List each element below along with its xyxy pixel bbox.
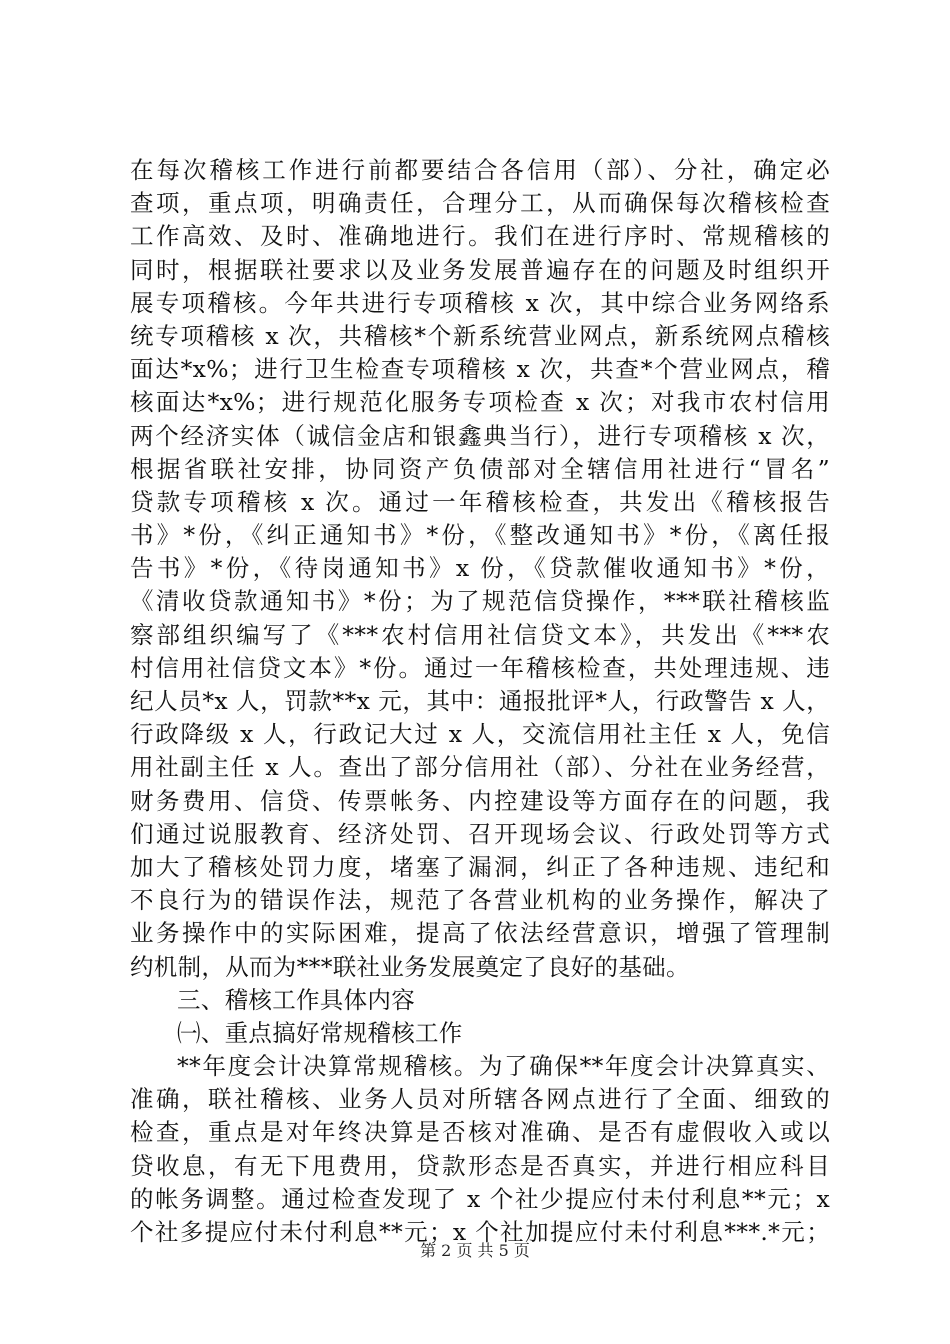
text-line: 《清收贷款通知书》*份；为了规范信贷操作，***联社稽核监 xyxy=(130,587,830,616)
text-line: 根据省联社安排，协同资产负债部对全辖信用社进行“冒名” xyxy=(130,454,830,483)
text-line: 们通过说服教育、经济处罚、召开现场会议、行政处罚等方式 xyxy=(130,819,830,848)
text-line: 展专项稽核。今年共进行专项稽核 x 次，其中综合业务网络系 xyxy=(130,288,830,317)
text-line: 约机制，从而为***联社业务发展奠定了良好的基础。 xyxy=(130,952,690,981)
text-line: 纪人员*x 人，罚款**x 元，其中：通报批评*人，行政警告 x 人， xyxy=(130,687,830,715)
text-line: 检查，重点是对年终决算是否核对准确、是否有虚假收入或以 xyxy=(130,1118,830,1147)
text-line: 村信用社信贷文本》*份。通过一年稽核检查，共处理违规、违 xyxy=(130,653,830,682)
text-line: 贷款专项稽核 x 次。通过一年稽核检查，共发出《稽核报告 xyxy=(130,487,830,516)
text-line: 在每次稽核工作进行前都要结合各信用（部）、分社，确定必 xyxy=(130,156,830,184)
text-line: 书》*份，《纠正通知书》*份，《整改通知书》*份，《离任报 xyxy=(130,521,830,550)
subsection-heading: ㈠、重点搞好常规稽核工作 xyxy=(177,1018,463,1047)
text-line: 准确，联社稽核、业务人员对所辖各网点进行了全面、细致的 xyxy=(130,1085,830,1114)
text-line: 不良行为的错误作法，规范了各营业机构的业务操作，解决了 xyxy=(130,886,830,915)
text-line: **年度会计决算常规稽核。为了确保**年度会计决算真实、 xyxy=(177,1052,830,1081)
text-line: 贷收息，有无下甩费用，贷款形态是否真实，并进行相应科目 xyxy=(130,1151,830,1180)
text-line: 个社多提应付未付利息**元；x 个社加提应付未付利息***.*元； xyxy=(130,1218,830,1246)
page-number-footer: 第 2 页 共 5 页 xyxy=(420,1241,530,1260)
text-line: 告书》*份，《待岗通知书》x 份，《贷款催收通知书》*份， xyxy=(130,554,830,583)
text-line: 工作高效、及时、准确地进行。我们在进行序时、常规稽核的 xyxy=(130,222,830,251)
text-line: 行政降级 x 人，行政记大过 x 人，交流信用社主任 x 人，免信 xyxy=(130,720,830,749)
text-line: 同时，根据联社要求以及业务发展普遍存在的问题及时组织开 xyxy=(130,255,830,284)
document-body xyxy=(130,154,830,1249)
text-line: 核面达*x%；进行规范化服务专项检查 x 次；对我市农村信用 xyxy=(130,388,830,417)
text-line: 查项，重点项，明确责任，合理分工，从而确保每次稽核检查 xyxy=(130,189,830,218)
text-line: 的帐务调整。通过检查发现了 x 个社少提应付未付利息**元；x xyxy=(130,1184,830,1213)
text-line: 用社副主任 x 人。查出了部分信用社（部）、分社在业务经营， xyxy=(130,753,830,782)
text-line: 加大了稽核处罚力度，堵塞了漏洞，纠正了各种违规、违纪和 xyxy=(130,852,830,881)
text-line: 两个经济实体（诚信金店和银鑫典当行），进行专项稽核 x 次， xyxy=(130,421,830,450)
text-line: 业务操作中的实际困难，提高了依法经营意识，增强了管理制 xyxy=(130,919,830,948)
text-line: 面达*x%；进行卫生检查专项稽核 x 次，共查*个营业网点，稽 xyxy=(130,355,830,384)
section-heading: 三、稽核工作具体内容 xyxy=(177,985,415,1014)
text-line: 财务费用、信贷、传票帐务、内控建设等方面存在的问题，我 xyxy=(130,786,830,815)
text-line: 统专项稽核 x 次，共稽核*个新系统营业网点，新系统网点稽核 xyxy=(130,321,830,350)
text-line: 察部组织编写了《***农村信用社信贷文本》，共发出《***农 xyxy=(130,620,830,649)
